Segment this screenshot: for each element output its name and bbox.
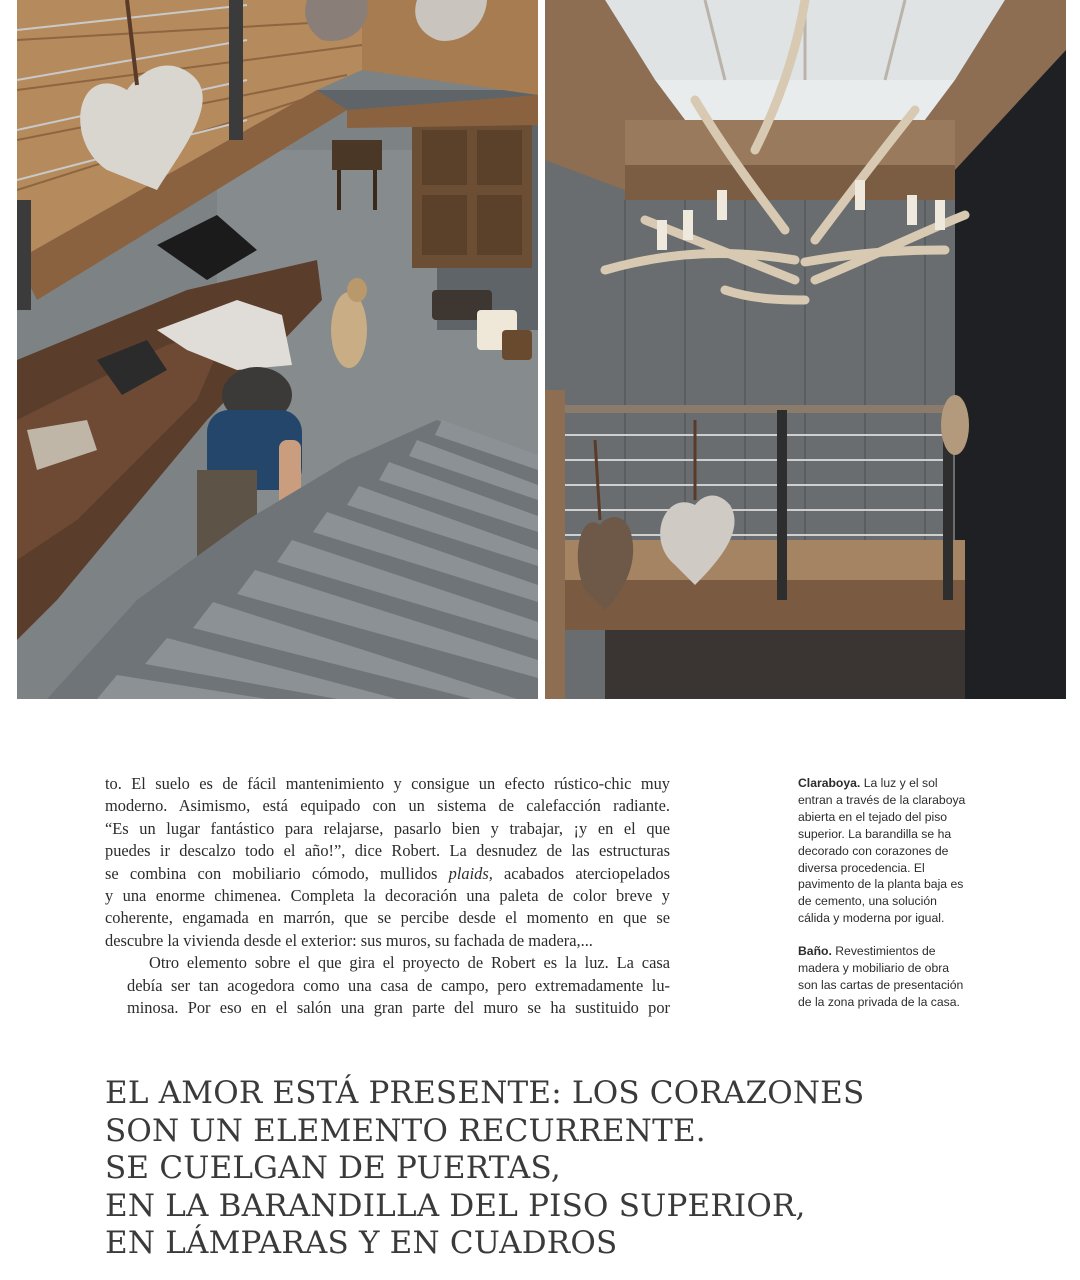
caption-line: superior. La barandilla se ha [798,826,952,841]
caption-line: abierta en el tejado del piso [798,809,948,824]
body-text-segment: acabados aterciopelados [504,863,670,883]
caption-line [798,775,988,792]
pull-quote-line: SE CUELGAN DE PUERTAS, [105,1150,561,1186]
body-line: coherente, engamada en marrón, que se percibe desde el momento en que se [105,908,670,928]
body-line: minosa. Por eso en el salón una gran parte del muro se ha sustituido por [127,998,670,1018]
caption-line: de la zona privada de la casa. [798,994,960,1009]
caption-claraboya [798,775,988,927]
caption-title: Claraboya. [798,776,861,790]
caption-title: Baño. [798,944,832,959]
body-line: debía ser tan acogedora como una casa de campo, pero extremadamente lu- [127,975,670,995]
body-line: puedes ir descalzo todo el año!”, dice Robert. La desnudez de las estructuras [105,841,670,861]
caption-line: cálida y moderna por igual. [798,911,945,926]
staircase-living-room-photo [17,0,538,699]
pull-quote-line: SON UN ELEMENTO RECURRENTE. [105,1112,706,1149]
caption-line: de cemento, una solución [798,894,937,909]
pull-quote-line: EL AMOR ESTÁ PRESENTE: LOS CORAZONES [105,1075,865,1111]
body-line: moderno. Asimismo, está equipado con un sistema de calefacción radiante. [105,796,670,816]
pull-quote-line: EN LA BARANDILLA DEL PISO SUPERIOR, [105,1187,806,1224]
body-line-with-italic [105,863,670,885]
caption-line: entran a través de la claraboya [798,792,966,807]
body-text-segment: se combina con mobiliario cómodo, mullidos [105,863,438,883]
article-paragraph-1 [105,773,670,952]
photo-captions [798,775,988,1027]
skylight-antler-chandelier-photo [545,0,1066,699]
caption-line: son las cartas de presentación [798,977,964,992]
caption-line: pavimento de la planta baja es [798,877,964,892]
caption-bano [798,943,988,1011]
caption-line: diversa procedencia. El [798,860,925,875]
body-line: y una enorme chimenea. Completa la decoración una paleta de color breve y [105,886,670,906]
caption-text: La luz y el sol [863,776,938,790]
pull-quote [105,1075,1005,1263]
body-line: to. El suelo es de fácil mantenimiento y consigue un efecto rústico-chic muy [105,774,670,793]
pull-quote-line: EN LÁMPARAS Y EN CUADROS [105,1225,618,1261]
article-paragraph-2 [105,952,670,1019]
caption-line: madera y mobiliario de obra [798,961,950,976]
article-body [105,773,670,1019]
body-line: Otro elemento sobre el que gira el proyecto de Robert es la luz. La casa [149,953,670,973]
caption-text: Revestimientos de [835,944,936,959]
caption-line: decorado con corazones de [798,843,949,858]
staircase-illustration [17,0,538,699]
body-line: “Es un lugar fantástico para relajarse, pasarlo bien y trabajar, ¡y en el que [105,818,670,838]
skylight-illustration [545,0,1066,699]
caption-line [798,943,988,960]
body-line: descubre la vivienda desde el exterior: sus muros, su fachada de madera,... [105,930,593,950]
italic-word-plaids: plaids, [448,863,493,883]
